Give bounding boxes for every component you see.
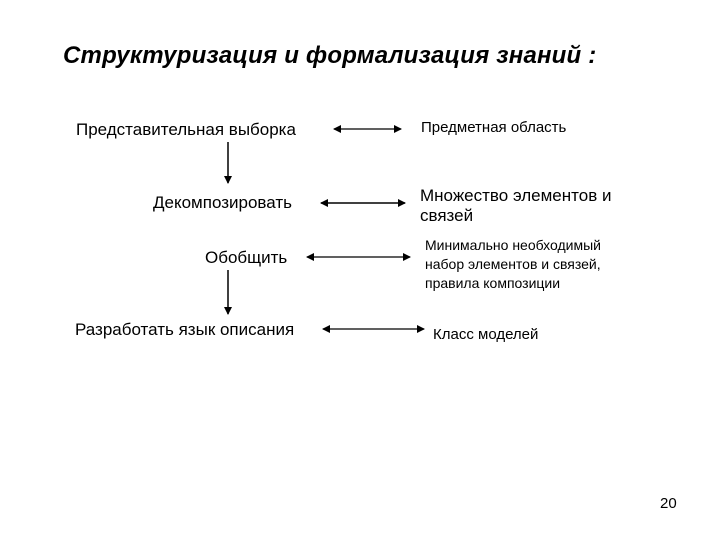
step-decompose: Декомпозировать xyxy=(153,193,292,212)
result-minimal-set-line-3: правила композиции xyxy=(425,275,561,291)
result-elements-and-links-line-2: связей xyxy=(420,206,474,225)
page-number: 20 xyxy=(660,495,677,512)
result-subject-area: Предметная область xyxy=(421,119,567,136)
result-elements-and-links-line-1: Множество элементов и xyxy=(420,186,612,205)
step-representative-sample: Представительная выборка xyxy=(76,120,296,139)
result-minimal-set-line-2: набор элементов и связей, xyxy=(425,256,601,272)
step-develop-description-language: Разработать язык описания xyxy=(75,320,295,339)
result-model-class: Класс моделей xyxy=(433,326,539,343)
step-generalize: Обобщить xyxy=(205,248,288,267)
slide-title: Структуризация и формализация знаний : xyxy=(63,42,597,69)
result-minimal-set-line-1: Минимально необходимый xyxy=(425,237,601,253)
